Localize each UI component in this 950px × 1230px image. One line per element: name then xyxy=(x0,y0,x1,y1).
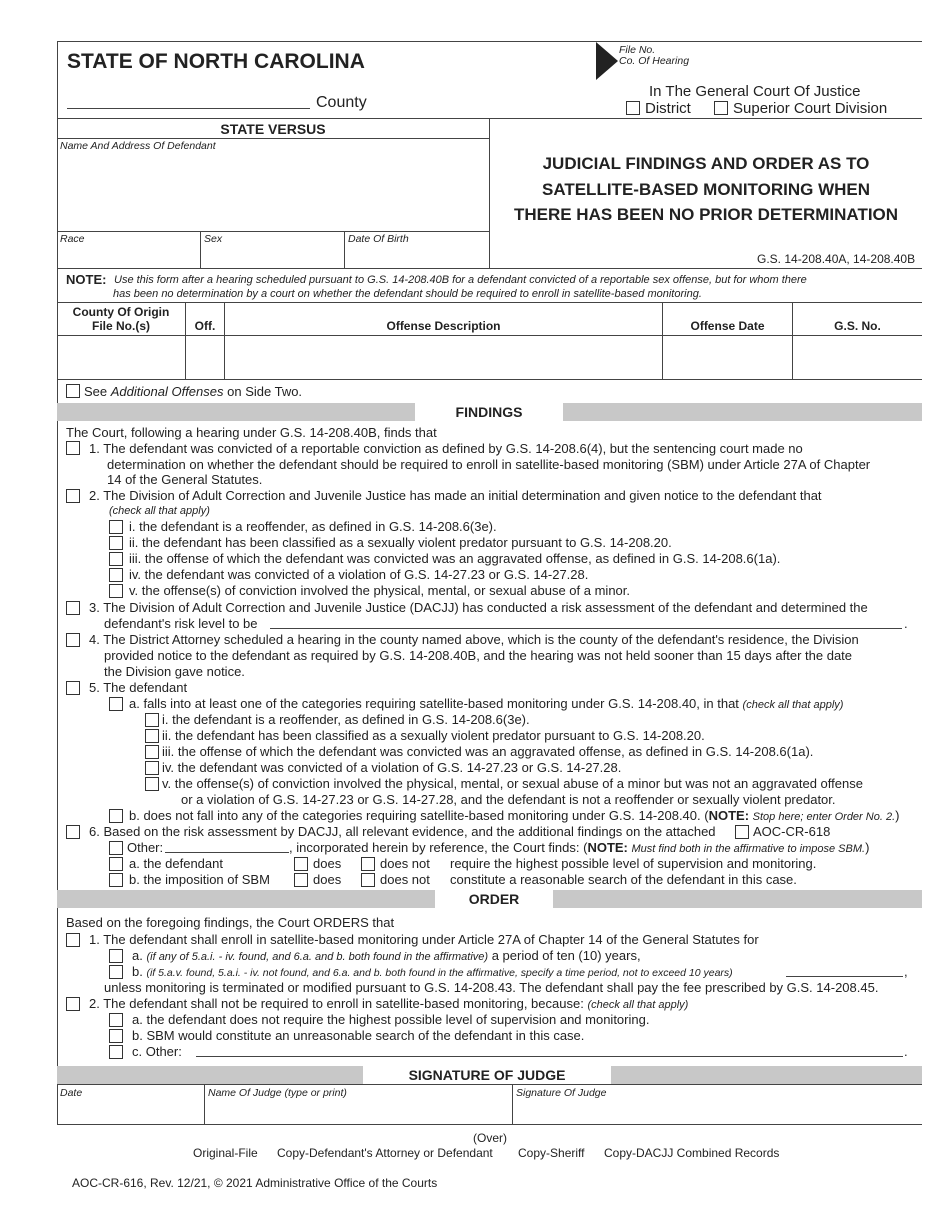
sex-dob-divider xyxy=(344,231,345,268)
arrow-marker-icon xyxy=(596,42,618,80)
finding-1-line-3: 14 of the General Statutes. xyxy=(107,472,263,487)
finding-5a-checkbox[interactable] xyxy=(109,697,123,711)
finding-6a-does-checkbox[interactable] xyxy=(294,857,308,871)
findings-title: FINDINGS xyxy=(415,403,563,421)
co-hearing-label: Co. Of Hearing xyxy=(619,55,690,67)
state-versus: STATE VERSUS xyxy=(220,121,326,137)
finding-6b-does: does xyxy=(313,872,342,887)
finding-5a-ii: ii. the defendant has been classified as a sexually violent predator pursuant to G.S. 14-208.20. xyxy=(162,728,705,743)
additional-offenses-label: See Additional Offenses on Side Two. xyxy=(84,384,303,399)
sex-label: Sex xyxy=(204,233,223,245)
finding-4-checkbox[interactable] xyxy=(66,633,80,647)
finding-6-checkbox[interactable] xyxy=(66,825,80,839)
finding-5-text: 5. The defendant xyxy=(89,680,188,695)
form-title-2: SATELLITE-BASED MONITORING WHEN xyxy=(541,180,871,199)
aoc-cr-618-checkbox[interactable] xyxy=(735,825,749,839)
finding-1-line-2: determination on whether the defendant should be required to enroll in satellite-based monitoring (SBM) under Article 27A of Chapter xyxy=(107,457,871,472)
col-county-origin: County Of Origin xyxy=(72,305,170,319)
superior-court-label: Superior Court Division xyxy=(733,100,888,117)
order-2a-text: a. the defendant does not require the highest possible level of supervision and monitoring. xyxy=(132,1012,650,1027)
finding-6a-checkbox[interactable] xyxy=(109,857,123,871)
finding-1-checkbox[interactable] xyxy=(66,441,80,455)
order-2c-period: . xyxy=(904,1044,908,1059)
judge-signature-label: Signature Of Judge xyxy=(516,1087,607,1099)
court-label: In The General Court Of Justice xyxy=(649,83,861,100)
date-label: Date xyxy=(60,1087,83,1099)
order-title: ORDER xyxy=(435,890,553,908)
order-1b-checkbox[interactable] xyxy=(109,965,123,979)
finding-6a-label: a. the defendant xyxy=(129,856,223,871)
order-1b-text: b. (if 5.a.v. found, 5.a.i. - iv. not found, and 6.a. and b. both found in the affirmative, specify a time period, not to exceed 10 years) xyxy=(132,964,733,979)
finding-5a-iii: iii. the offense of which the defendant was convicted was an aggravated offense, as defined in G.S. 14-208.6(1a). xyxy=(162,744,814,759)
col-file-no: File No.(s) xyxy=(91,319,150,333)
copy-dacjj: Copy-DACJJ Combined Records xyxy=(604,1146,780,1160)
order-2-text: 2. The defendant shall not be required to enroll in satellite-based monitoring, because: (check all that apply) xyxy=(89,996,689,1011)
finding-6a-tail: require the highest possible level of supervision and monitoring. xyxy=(450,856,817,871)
judge-signature-field[interactable] xyxy=(516,1100,916,1122)
finding-5a-ii-checkbox[interactable] xyxy=(145,729,159,743)
finding-2-iv-checkbox[interactable] xyxy=(109,568,123,582)
order-2c-other-field[interactable] xyxy=(196,1056,903,1057)
table-row[interactable] xyxy=(58,336,922,378)
finding-6a-does-not: does not xyxy=(380,856,430,871)
finding-3-line-2: defendant's risk level to be xyxy=(104,616,258,631)
finding-5a-iv: iv. the defendant was convicted of a violation of G.S. 14-27.23 or G.S. 14-27.28. xyxy=(162,760,622,775)
finding-2-i: i. the defendant is a reoffender, as defined in G.S. 14-208.6(3e). xyxy=(129,519,497,534)
finding-6b-checkbox[interactable] xyxy=(109,873,123,887)
finding-1-line-1: 1. The defendant was convicted of a reportable conviction as defined by G.S. 14-208.6(4), but the sentencing court made no xyxy=(89,441,803,456)
finding-6b-does-checkbox[interactable] xyxy=(294,873,308,887)
finding-6a-does-not-checkbox[interactable] xyxy=(361,857,375,871)
county-label: County xyxy=(316,94,367,111)
finding-5a-v-line-2: or a violation of G.S. 14-27.23 or G.S. 14-27.28, and the defendant is not a reoffender or sexually violent predator. xyxy=(181,792,836,807)
dob-label: Date Of Birth xyxy=(348,233,409,245)
copy-attorney: Copy-Defendant's Attorney or Defendant xyxy=(277,1146,493,1160)
additional-offenses-checkbox[interactable] xyxy=(66,384,80,398)
risk-level-period: . xyxy=(904,616,908,631)
file-no-label: File No. xyxy=(619,44,656,56)
finding-2-text: 2. The Division of Adult Correction and Juvenile Justice has made an initial determination and given notice to the defendant that xyxy=(89,488,822,503)
col-offense-date: Offense Date xyxy=(690,319,765,333)
superior-court-checkbox[interactable] xyxy=(714,101,728,115)
race-label: Race xyxy=(60,233,85,245)
judge-name-label: Name Of Judge (type or print) xyxy=(208,1087,347,1099)
aoc-cr-618-label: AOC-CR-618 xyxy=(753,824,831,839)
copy-sheriff: Copy-Sheriff xyxy=(518,1146,585,1160)
top-border xyxy=(57,41,922,42)
finding-3-checkbox[interactable] xyxy=(66,601,80,615)
finding-4-line-3: the Division gave notice. xyxy=(104,664,245,679)
copy-original: Original-File xyxy=(193,1146,258,1160)
finding-2-v-checkbox[interactable] xyxy=(109,584,123,598)
findings-intro: The Court, following a hearing under G.S. 14-208.40B, finds that xyxy=(66,425,437,440)
finding-6b-does-not-checkbox[interactable] xyxy=(361,873,375,887)
finding-5b-text: b. does not fall into any of the categories requiring satellite-based monitoring under G.S. 14-208.40. (NOTE: Stop here; enter Order No. 2.) xyxy=(129,808,900,823)
finding-4-line-2: provided notice to the defendant as required by G.S. 14-208.40B, and the hearing was not held sooner than 15 days after the date xyxy=(104,648,853,663)
finding-2-check-hint: (check all that apply) xyxy=(109,505,210,517)
name-address-field[interactable] xyxy=(60,153,486,228)
order-2b-text: b. SBM would constitute an unreasonable search of the defendant in this case. xyxy=(132,1028,585,1043)
form-title-3: THERE HAS BEEN NO PRIOR DETERMINATION xyxy=(513,205,899,224)
finding-6-other-checkbox[interactable] xyxy=(109,841,123,855)
table-bottom-line xyxy=(57,379,922,380)
note-line-2: has been no determination by a court on whether the defendant should be required to enroll in satellite-based monitoring. xyxy=(113,288,702,300)
order-1-text: 1. The defendant shall enroll in satellite-based monitoring under Article 27A of Chapter 14 of the General Statutes for xyxy=(89,932,759,947)
finding-5-checkbox[interactable] xyxy=(66,681,80,695)
order-1a-checkbox[interactable] xyxy=(109,949,123,963)
finding-2-checkbox[interactable] xyxy=(66,489,80,503)
finding-5a-iv-checkbox[interactable] xyxy=(145,761,159,775)
finding-6a-does: does xyxy=(313,856,342,871)
finding-2-iv: iv. the defendant was convicted of a violation of G.S. 14-27.23 or G.S. 14-27.28. xyxy=(129,567,589,582)
name-address-label: Name And Address Of Defendant xyxy=(60,140,216,152)
finding-6b-does-not: does not xyxy=(380,872,430,887)
risk-level-field[interactable] xyxy=(270,628,902,629)
state-versus-line xyxy=(57,138,489,139)
order-2c-label: c. Other: xyxy=(132,1044,182,1059)
signature-band xyxy=(57,1066,922,1084)
col-off: Off. xyxy=(194,319,216,333)
finding-5b-checkbox[interactable] xyxy=(109,809,123,823)
note-top-line xyxy=(57,268,922,269)
finding-5a-i-checkbox[interactable] xyxy=(145,713,159,727)
form-title-1: JUDICIAL FINDINGS AND ORDER AS TO xyxy=(542,154,870,173)
finding-5a-i: i. the defendant is a reoffender, as defined in G.S. 14-208.6(3e). xyxy=(162,712,530,727)
order-band xyxy=(57,890,922,908)
finding-6b-label: b. the imposition of SBM xyxy=(129,872,270,887)
finding-6b-tail: constitute a reasonable search of the defendant in this case. xyxy=(450,872,797,887)
finding-3-line-1: 3. The Division of Adult Correction and Juvenile Justice (DACJJ) has conducted a risk assessment of the defendant and determined the xyxy=(89,600,868,615)
left-border xyxy=(57,41,58,1125)
finding-4-line-1: 4. The District Attorney scheduled a hearing in the county named above, which is the county of the defendant's residence, the Division xyxy=(89,632,859,647)
finding-6-court-finds: , incorporated herein by reference, the Court finds: (NOTE: Must find both in the affirmative to impose SBM.) xyxy=(289,840,870,855)
county-field[interactable] xyxy=(67,108,310,109)
form-id: AOC-CR-616, Rev. 12/21, © 2021 Administrative Office of the Courts xyxy=(72,1176,438,1190)
order-2a-checkbox[interactable] xyxy=(109,1013,123,1027)
district-label: District xyxy=(645,100,691,117)
sig-col-line xyxy=(204,1084,205,1125)
col-offense-description: Offense Description xyxy=(386,319,501,333)
order-1b-period-field[interactable] xyxy=(786,976,903,977)
findings-band xyxy=(57,403,922,421)
order-1-tail: unless monitoring is terminated or modified pursuant to G.S. 14-208.43. The defendant shall pay the fee prescribed by G.S. 14-208.45. xyxy=(104,980,879,995)
finding-2-iii: iii. the offense of which the defendant was convicted was an aggravated offense, as defined in G.S. 14-208.6(1a). xyxy=(129,551,781,566)
finding-2-ii-checkbox[interactable] xyxy=(109,536,123,550)
signature-top-line xyxy=(57,1084,922,1085)
over-label: (Over) xyxy=(473,1131,507,1145)
judge-name-field[interactable] xyxy=(208,1100,508,1122)
finding-2-i-checkbox[interactable] xyxy=(109,520,123,534)
finding-6-other-label: Other: xyxy=(127,840,164,855)
finding-2-v: v. the offense(s) of conviction involved the physical, mental, or sexual abuse of a minor. xyxy=(129,583,631,598)
col-gs-no: G.S. No. xyxy=(834,319,881,333)
order-2-checkbox[interactable] xyxy=(66,997,80,1011)
date-field[interactable] xyxy=(60,1100,200,1122)
finding-2-ii: ii. the defendant has been classified as a sexually violent predator pursuant to G.S. 14-208.20. xyxy=(129,535,672,550)
finding-6-text: 6. Based on the risk assessment by DACJJ, all relevant evidence, and the additional findings on the attached xyxy=(89,824,716,839)
signature-title: SIGNATURE OF JUDGE xyxy=(363,1066,611,1084)
order-2c-checkbox[interactable] xyxy=(109,1045,123,1059)
sig-col-line xyxy=(512,1084,513,1125)
note-line-1: Use this form after a hearing scheduled pursuant to G.S. 14-208.40B for a defendant convicted of a reportable sex offense, but for whom there xyxy=(114,274,807,286)
finding-5a-v-checkbox[interactable] xyxy=(145,777,159,791)
statute-ref: G.S. 14-208.40A, 14-208.40B xyxy=(757,252,916,266)
note-label: NOTE: xyxy=(66,272,107,287)
order-1b-comma: , xyxy=(904,964,908,979)
demographics-line xyxy=(57,231,489,232)
signature-bottom-line xyxy=(57,1124,922,1125)
order-1-checkbox[interactable] xyxy=(66,933,80,947)
state-title: STATE OF NORTH CAROLINA xyxy=(67,50,365,73)
finding-2-iii-checkbox[interactable] xyxy=(109,552,123,566)
finding-6-other-field[interactable] xyxy=(165,852,289,853)
race-sex-divider xyxy=(200,231,201,268)
finding-5a-v-line-1: v. the offense(s) of conviction involved the physical, mental, or sexual abuse of a minor but was not an aggravated offense xyxy=(162,776,863,791)
order-2b-checkbox[interactable] xyxy=(109,1029,123,1043)
order-intro: Based on the foregoing findings, the Court ORDERS that xyxy=(66,915,395,930)
finding-5a-text: a. falls into at least one of the categories requiring satellite-based monitoring under G.S. 14-208.40, in that (check all that apply) xyxy=(129,696,844,711)
order-1a-text: a. (if any of 5.a.i. - iv. found, and 6.a. and b. both found in the affirmative) a period of ten (10) years, xyxy=(132,948,641,963)
finding-5a-iii-checkbox[interactable] xyxy=(145,745,159,759)
district-checkbox[interactable] xyxy=(626,101,640,115)
